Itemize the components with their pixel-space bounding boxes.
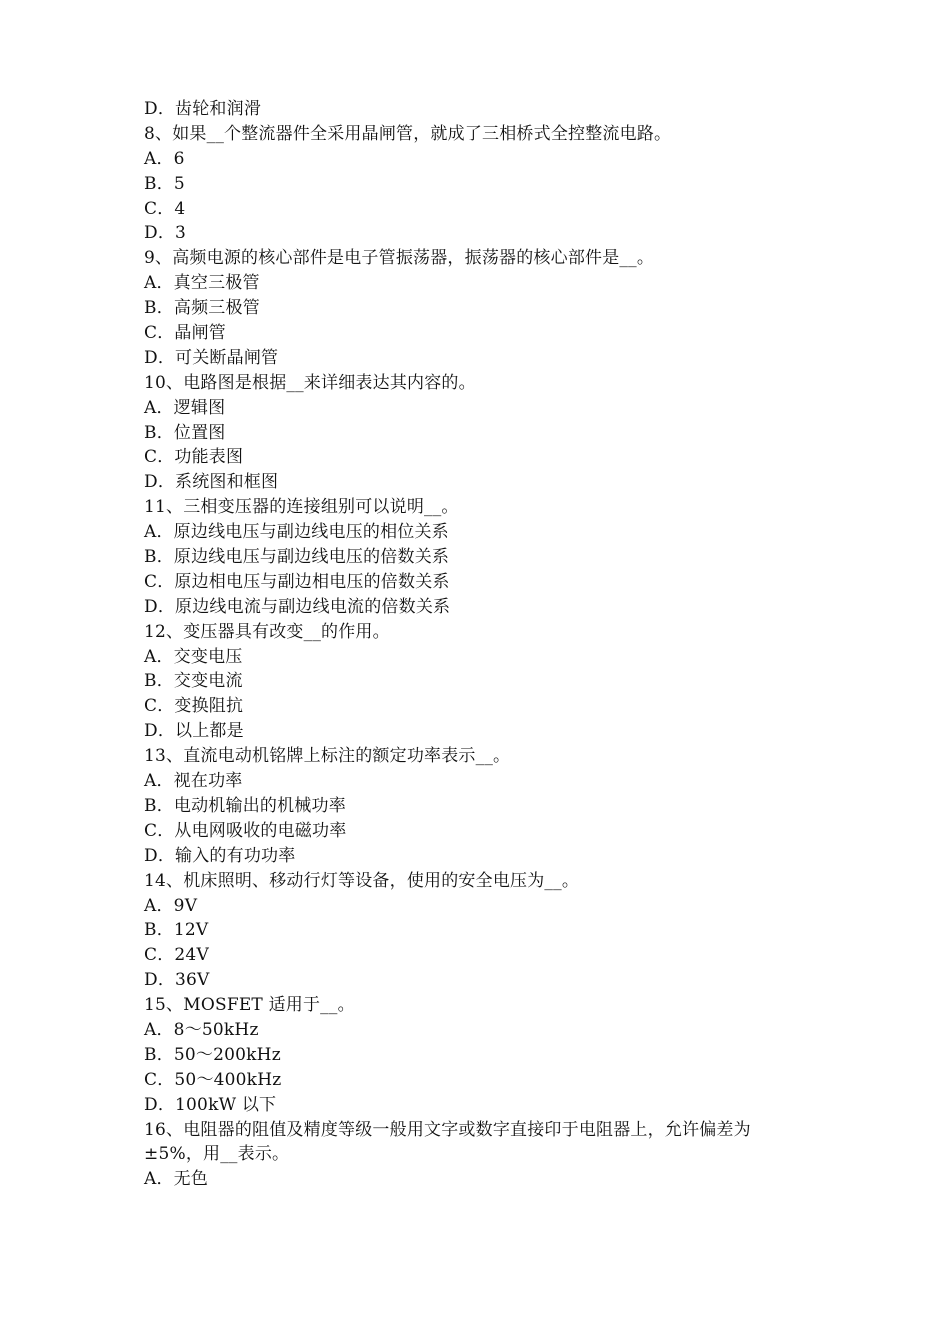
option-line: D．系统图和框图 xyxy=(144,472,279,493)
option-line: D．原边线电流与副边线电流的倍数关系 xyxy=(144,596,451,617)
question-line-continued: ±5%，用__表示。 xyxy=(144,1144,290,1165)
question-list xyxy=(144,97,824,1192)
option-line: D．100kW 以下 xyxy=(144,1094,277,1115)
option-line: A．6 xyxy=(144,148,185,169)
question-line: 12、变压器具有改变__的作用。 xyxy=(144,621,390,642)
option-line: C．50～400kHz xyxy=(144,1069,282,1090)
option-line: C．晶闸管 xyxy=(144,323,227,344)
option-line: C．功能表图 xyxy=(144,447,244,468)
option-line: C．24V xyxy=(144,945,209,966)
question-line: 13、直流电动机铭牌上标注的额定功率表示__。 xyxy=(144,746,511,767)
question-line: 9、高频电源的核心部件是电子管振荡器，振荡器的核心部件是__。 xyxy=(144,248,655,269)
question-line: 15、MOSFET 适用于__。 xyxy=(144,995,355,1016)
option-line: C．从电网吸收的电磁功率 xyxy=(144,820,347,841)
option-line: D．以上都是 xyxy=(144,721,244,742)
option-line: D．齿轮和润滑 xyxy=(144,99,262,119)
option-line: A．8～50kHz xyxy=(144,1019,259,1040)
option-line: A．逻辑图 xyxy=(144,397,226,418)
option-line: C．4 xyxy=(144,198,186,219)
option-line: C．变换阻抗 xyxy=(144,696,244,717)
option-line: A．视在功率 xyxy=(144,771,243,792)
option-line: C．原边相电压与副边相电压的倍数关系 xyxy=(144,571,450,592)
option-line: A．真空三极管 xyxy=(144,273,260,294)
option-line: A．原边线电压与副边线电压的相位关系 xyxy=(144,522,449,543)
option-line: D．可关断晶闸管 xyxy=(144,347,279,368)
option-line: B．电动机输出的机械功率 xyxy=(144,795,346,816)
option-line: D．3 xyxy=(144,223,187,244)
option-line: B．12V xyxy=(144,920,209,941)
option-line: D．36V xyxy=(144,970,210,991)
option-line: A．交变电压 xyxy=(144,646,243,667)
option-line: A．无色 xyxy=(144,1169,209,1190)
option-line: B．位置图 xyxy=(144,422,226,443)
option-line: B．交变电流 xyxy=(144,671,243,692)
option-line: B．5 xyxy=(144,173,185,194)
option-line: A．9V xyxy=(144,895,198,916)
question-line: 10、电路图是根据__来详细表达其内容的。 xyxy=(144,372,476,393)
question-line: 11、三相变压器的连接组别可以说明__。 xyxy=(144,497,459,518)
question-line: 16、电阻器的阻值及精度等级一般用文字或数字直接印于电阻器上，允许偏差为 xyxy=(144,1119,751,1140)
option-line: B．高频三极管 xyxy=(144,298,260,319)
option-line: B．原边线电压与副边线电压的倍数关系 xyxy=(144,547,450,568)
question-line: 8、如果__个整流器件全采用晶闸管，就成了三相桥式全控整流电路。 xyxy=(144,123,672,144)
option-line: B．50～200kHz xyxy=(144,1044,281,1065)
question-line: 14、机床照明、移动行灯等设备，使用的安全电压为__。 xyxy=(144,870,580,891)
option-line: D．输入的有功功率 xyxy=(144,845,296,866)
